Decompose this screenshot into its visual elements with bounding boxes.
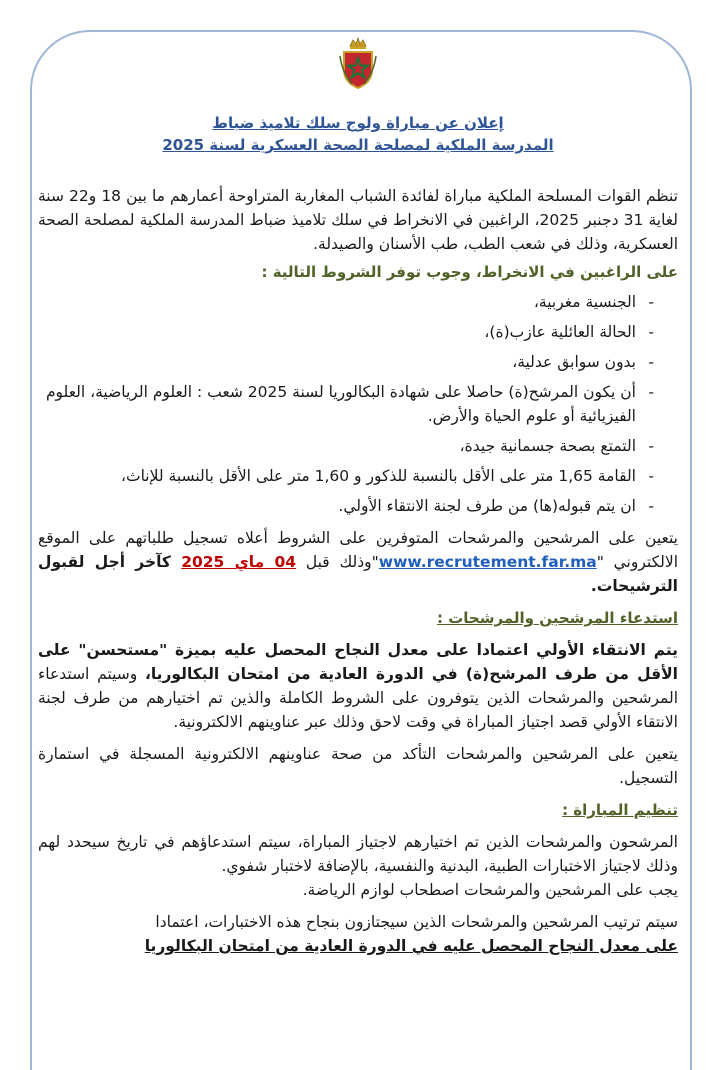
convocation-heading: استدعاء المرشحين والمرشحات : bbox=[437, 609, 678, 627]
organization-paragraph-3: سيتم ترتيب المرشحين والمرشحات الذين سيجتازون بنجاح هذه الاختبارات، اعتمادا bbox=[155, 913, 678, 931]
list-item: - بدون سوابق عدلية، bbox=[512, 353, 654, 371]
list-item: - الجنسية مغربية، bbox=[533, 293, 654, 311]
convocation-paragraph-2: يتعين على المرشحين والمرشحات التأكد من صحة عناوينهم الالكترونية المسجلة في استمارة التسجيل. bbox=[38, 745, 678, 787]
page-subtitle: المدرسة الملكية لمصلحة الصحة العسكرية لسنة 2025 bbox=[162, 136, 554, 154]
page-title: إعلان عن مباراة ولوج سلك تلاميذ ضباط bbox=[212, 114, 504, 132]
registration-link[interactable]: www.recrutement.far.ma bbox=[378, 553, 597, 571]
organization-paragraph-3-bold: على معدل النجاح المحصل عليه في الدورة العادية من امتحان البكالوريا bbox=[144, 937, 678, 955]
registration-paragraph: يتعين على المرشحين والمرشحات المتوفرين على الشروط أعلاه تسجيل طلباتهم على الموقع الالكتروني "www.recrutement.far.ma"وذلك قبل 04 ماي 2025 كآخر أجل لقبول الترشيحات. bbox=[38, 529, 678, 595]
conditions-list bbox=[38, 290, 678, 518]
royal-emblem-icon bbox=[338, 36, 378, 92]
list-item: - القامة 1,65 متر على الأقل بالنسبة للذكور و 1,60 متر على الأقل بالنسبة للإناث، bbox=[120, 467, 654, 485]
deadline-date: 04 ماي 2025 bbox=[181, 553, 297, 571]
conditions-heading: على الراغبين في الانخراط، وجوب توفر الشروط التالية : bbox=[261, 263, 678, 281]
organization-heading: تنظيم المباراة : bbox=[562, 801, 678, 819]
list-item: - ان يتم قبوله(ها) من طرف لجنة الانتقاء الأولي. bbox=[338, 497, 654, 515]
list-item: - التمتع بصحة جسمانية جيدة، bbox=[459, 437, 654, 455]
organization-paragraph-1: المرشحون والمرشحات الذين تم اختيارهم لاجتياز المباراة، سيتم استدعاؤهم في تاريخ سيحدد لهم وذلك لاجتياز الاختبارات الطبية، البدنية والنفسية، بالإضافة لاختبار شفوي. bbox=[38, 833, 678, 875]
convocation-paragraph-1: يتم الانتقاء الأولي اعتمادا على معدل النجاح المحصل عليه بميزة "مستحسن" على الأقل من طرف المرشح(ة) في الدورة العادية من امتحان البكالوريا، وسيتم استدعاء المرشحين والمرشحات الذين يتوفرون على الشروط الكاملة والذين تم اختيارهم من طرف لجنة الانتقاء الأولي قصد اجتياز المباراة في وقت لاحق وذلك عبر عناوينهم الالكترونية. bbox=[38, 641, 678, 731]
intro-paragraph: تنظم القوات المسلحة الملكية مباراة لفائدة الشباب المغاربة المتراوحة أعمارهم ما بين 18 و22 سنة لغاية 31 دجنبر 2025، الراغبين في الانخراط في سلك تلاميذ ضباط المدرسة الملكية لمصلحة الصحة العسكرية، وذلك في شعب الطب، طب الأسنان والصيدلة. bbox=[38, 187, 678, 253]
announcement-document bbox=[38, 112, 678, 958]
list-item: - أن يكون المرشح(ة) حاصلا على شهادة البكالوريا لسنة 2025 شعب : العلوم الرياضية، العلوم الفيزيائية أو علوم الحياة والأرض. bbox=[45, 383, 654, 425]
list-item: - الحالة العائلية عازب(ة)، bbox=[484, 323, 654, 341]
organization-paragraph-2: يجب على المرشحين والمرشحات اصطحاب لوازم الرياضة. bbox=[302, 881, 678, 899]
